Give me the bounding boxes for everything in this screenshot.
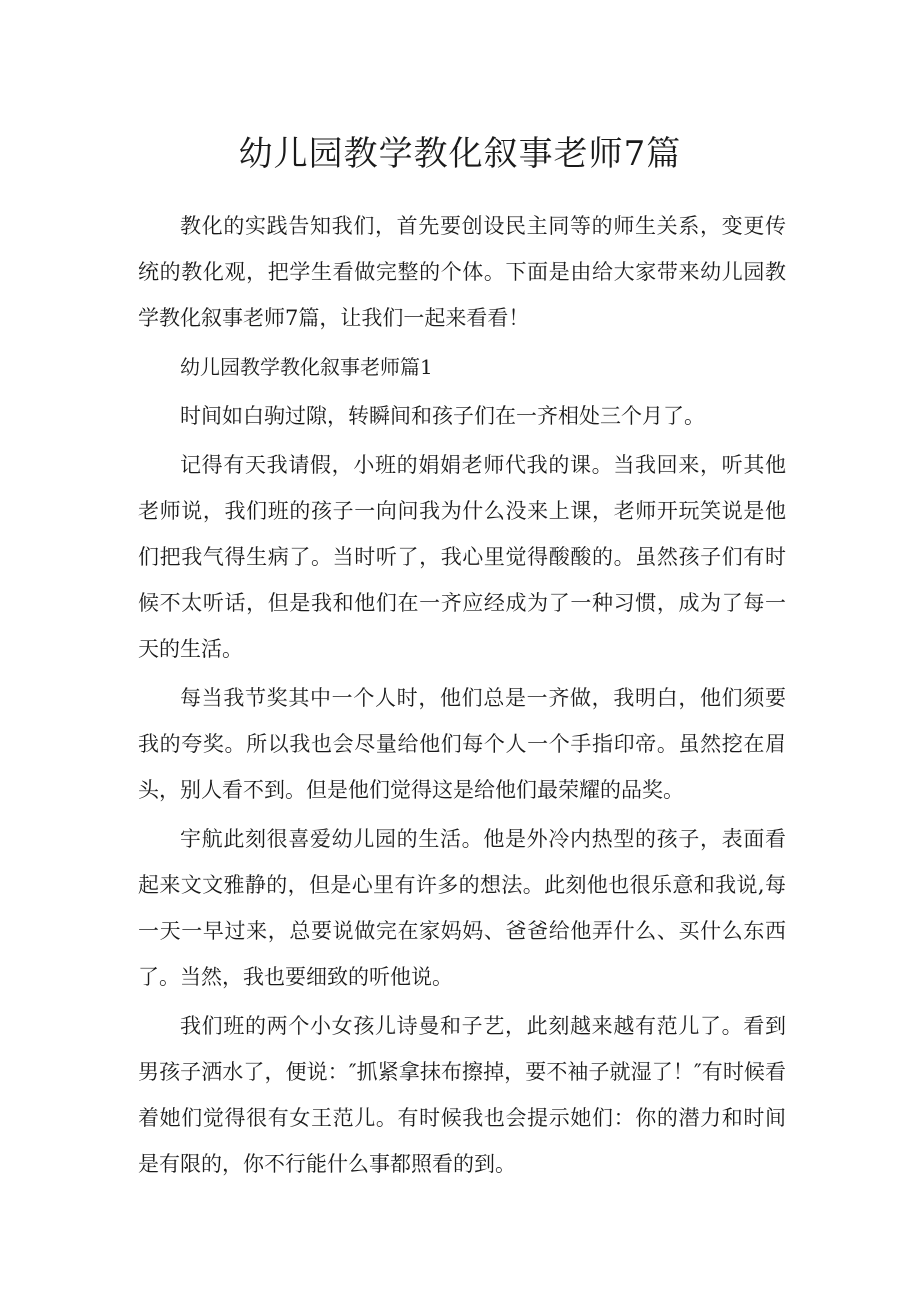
body-paragraph-4: 宇航此刻很喜爱幼儿园的生活。他是外冷内热型的孩子，表面看起来文文雅静的，但是心里有许多的想法。此刻他也很乐意和我说,每一天一早过来，总要说做完在家妈妈、爸爸给他弄什么、买什么东西了。当然，我也要细致的听他说。 (138, 827, 786, 989)
body-paragraph-1: 时间如白驹过隙，转瞬间和孩子们在一齐相处三个月了。 (180, 404, 705, 428)
document-title: 幼儿园教学教化叙事老师7篇 (238, 134, 682, 174)
section-heading: 幼儿园教学教化叙事老师篇1 (180, 355, 433, 379)
body-paragraph-5: 我们班的两个小女孩儿诗曼和子艺，此刻越来越有范儿了。看到男孩子洒水了，便说：″抓紧拿抹布擦掉，要不袖子就湿了！″有时候看着她们觉得很有女王范儿。有时候我也会提示她们：你的潜力和时间是有限的，你不行能什么事都照看的到。 (138, 1014, 786, 1176)
body-paragraph-2: 记得有天我请假，小班的娟娟老师代我的课。当我回来，听其他老师说，我们班的孩子一向问我为什么没来上课，老师开玩笑说是他们把我气得生病了。当时听了，我心里觉得酸酸的。虽然孩子们有时候不太听话，但是我和他们在一齐应经成为了一种习惯，成为了每一天的生活。 (138, 453, 786, 661)
intro-paragraph: 教化的实践告知我们，首先要创设民主同等的师生关系，变更传统的教化观，把学生看做完整的个体。下面是由给大家带来幼儿园教学教化叙事老师7篇，让我们一起来看看！ (138, 214, 786, 330)
document-body (138, 203, 786, 1190)
body-paragraph-3: 每当我节奖其中一个人时，他们总是一齐做，我明白，他们须要我的夸奖。所以我也会尽量给他们每个人一个手指印帝。虽然挖在眉头，别人看不到。但是他们觉得这是给他们最荣耀的品奖。 (138, 686, 786, 802)
